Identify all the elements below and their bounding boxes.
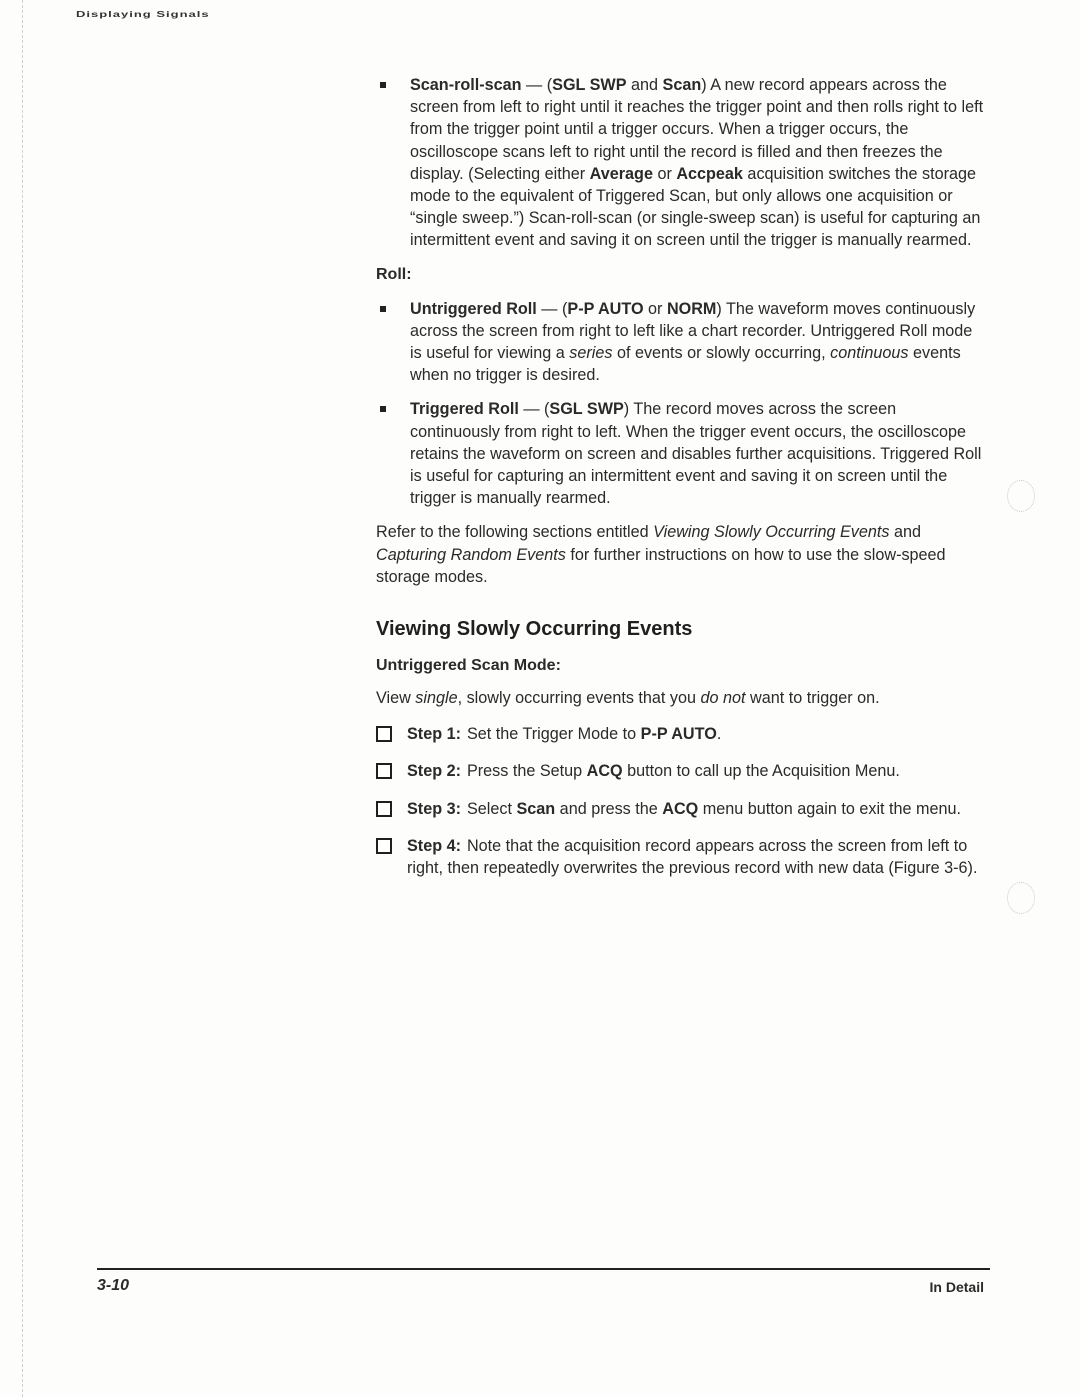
checkbox <box>376 838 392 854</box>
bullet-triggered-roll: Triggered Roll — (SGL SWP) The record moves across the screen continuously from right to left. When the trigger event occurs, the oscilloscope retains the waveform on screen and disables further acquisitions. Triggered Roll is useful for capturing an intermittent event and saving it on screen until the trigger is manually rearmed. <box>376 398 986 509</box>
punch-hole-mark <box>1007 480 1035 512</box>
term: Untriggered Roll <box>410 299 537 318</box>
bullet-icon <box>380 82 386 88</box>
step-1: Step 1: Set the Trigger Mode to P-P AUTO. <box>376 723 986 745</box>
footer-section-name: In Detail <box>929 1279 984 1295</box>
intro-paragraph: View single, slowly occurring events that you do not want to trigger on. <box>376 689 880 708</box>
mode-name: Average <box>589 164 653 183</box>
punch-hole-mark <box>1007 882 1035 914</box>
bullet-icon <box>380 306 386 312</box>
page-content <box>376 74 986 894</box>
footer-rule <box>97 1268 990 1270</box>
bullet-icon <box>380 406 386 412</box>
checkbox <box>376 763 392 779</box>
step-2: Step 2: Press the Setup ACQ button to call up the Acquisition Menu. <box>376 760 986 782</box>
step-4: Step 4: Note that the acquisition record appears across the screen from left to right, then repeatedly overwrites the previous record with new data (Figure 3-6). <box>376 835 986 879</box>
running-head: Displaying Signals <box>76 10 210 19</box>
mode-name: Accpeak <box>676 164 743 183</box>
refer-paragraph: Refer to the following sections entitled Viewing Slowly Occurring Events and Capturing Random Events for further instructions on how to use the slow-speed storage modes. <box>376 523 946 586</box>
roll-heading: Roll: <box>376 265 412 283</box>
bullet-untriggered-roll: Untriggered Roll — (P-P AUTO or NORM) The waveform moves continuously across the screen from right to left like a chart recorder. Untriggered Roll mode is useful for viewing a series of events or slowly occurring, continuous events when no trigger is desired. <box>376 298 986 387</box>
mode-name: Scan <box>662 76 702 94</box>
checkbox <box>376 726 392 742</box>
binding-edge <box>22 0 23 1397</box>
mode-name: SGL SWP <box>552 76 627 94</box>
mode-name: P-P AUTO <box>567 299 644 318</box>
bullet-scan-roll-scan: Scan-roll-scan — (SGL SWP and Scan) A new record appears across the screen from left to right until it reaches the trigger point and then rolls right to left from the trigger point until a trigger occurs. When a trigger occurs, the oscilloscope scans left to right until the record is filled and then freezes the display. (Selecting either Average or Accpeak acquisition switches the storage mode to the equivalent of Triggered Scan, but only allows one acquisition or “single sweep.”) Scan-roll-scan (or single-sweep scan) is useful for capturing an intermittent event and saving it on screen until the trigger is manually rearmed. <box>376 74 986 252</box>
term: Triggered Roll <box>410 400 519 419</box>
section-title: Viewing Slowly Occurring Events <box>376 618 693 641</box>
checkbox <box>376 801 392 817</box>
mode-name: NORM <box>666 299 717 318</box>
mode-name: SGL SWP <box>549 400 624 419</box>
step-3: Step 3: Select Scan and press the ACQ menu button again to exit the menu. <box>376 798 986 820</box>
page-number: 3-10 <box>97 1277 130 1294</box>
section-subtitle: Untriggered Scan Mode: <box>376 657 561 675</box>
term: Scan-roll-scan <box>410 76 522 94</box>
